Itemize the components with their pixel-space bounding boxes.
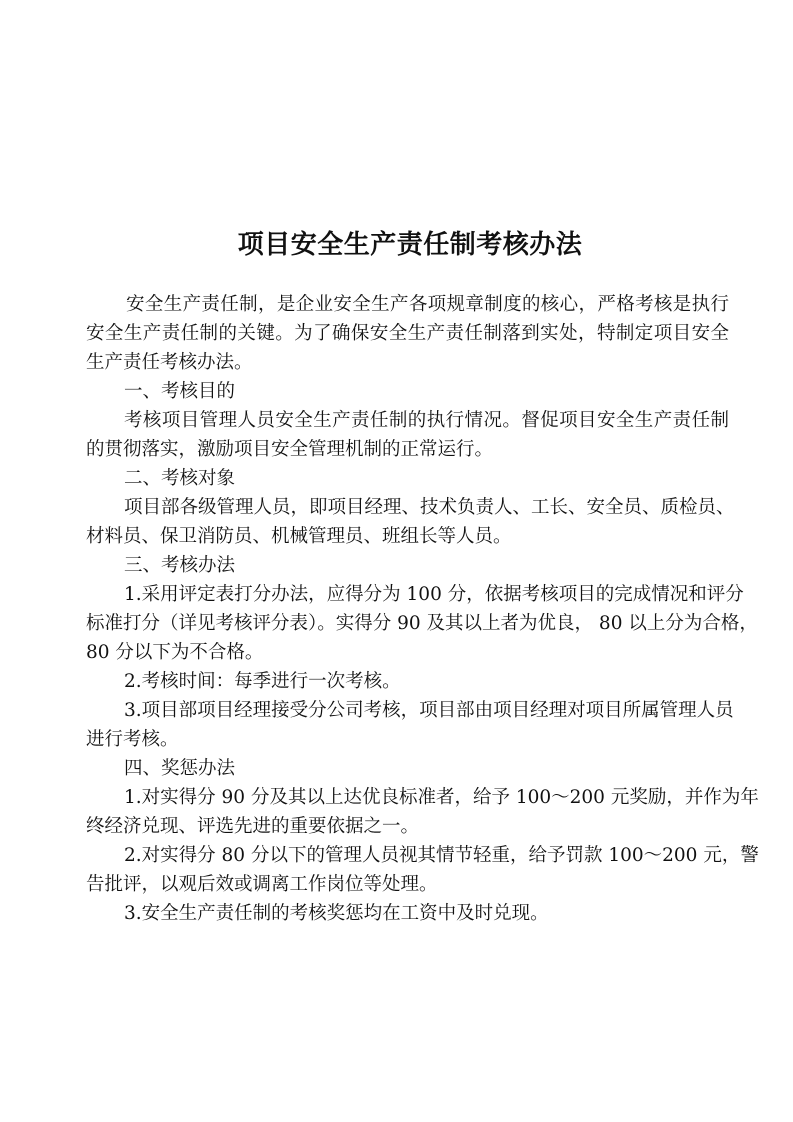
text-line: 1.对实得分 90 分及其以上达优良标准者，给予 100～200 元奖励，并作为年 — [124, 787, 759, 808]
text-line: 80 分以下为不合格。 — [86, 642, 264, 663]
text-line: 二、考核对象 — [124, 468, 236, 489]
text-line: 告批评，以观后效或调离工作岗位等处理。 — [86, 874, 438, 895]
text-line: 考核项目管理人员安全生产责任制的执行情况。督促项目安全生产责任制 — [124, 410, 729, 431]
document-body — [86, 290, 759, 928]
text-line: 3.项目部项目经理接受分公司考核，项目部由项目经理对项目所属管理人员 — [124, 700, 734, 721]
text-line: 四、奖惩办法 — [124, 758, 236, 779]
text-line: 的贯彻落实，激励项目安全管理机制的正常运行。 — [86, 439, 494, 460]
text-line: 安全生产责任制，是企业安全生产各项规章制度的核心，严格考核是执行 — [126, 294, 729, 315]
text-line: 一、考核目的 — [124, 381, 236, 402]
text-line: 标准打分（详见考核评分表）。实得分 90 及其以上者为优良， 80 以上分为合格， — [86, 613, 758, 634]
text-line: 项目部各级管理人员，即项目经理、技术负责人、工长、安全员、质检员、 — [124, 497, 735, 518]
text-line: 进行考核。 — [86, 729, 179, 750]
text-line: 安全生产责任制的关键。为了确保安全生产责任制落到实处，特制定项目安全 — [86, 323, 729, 344]
document-title: 项目安全生产责任制考核办法 — [237, 230, 583, 260]
text-line: 3.安全生产责任制的考核奖惩均在工资中及时兑现。 — [124, 903, 549, 924]
text-line: 生产责任考核办法。 — [86, 352, 253, 373]
text-line: 材料员、保卫消防员、机械管理员、班组长等人员。 — [86, 526, 512, 547]
text-line: 2.对实得分 80 分以下的管理人员视其情节轻重，给予罚款 100～200 元，警 — [124, 845, 759, 866]
text-line: 1.采用评定表打分办法，应得分为 100 分，依据考核项目的完成情况和评分 — [124, 584, 744, 605]
text-line: 终经济兑现、评选先进的重要依据之一。 — [86, 816, 420, 837]
text-line: 三、考核办法 — [124, 555, 236, 576]
text-line: 2.考核时间：每季进行一次考核。 — [124, 671, 401, 692]
